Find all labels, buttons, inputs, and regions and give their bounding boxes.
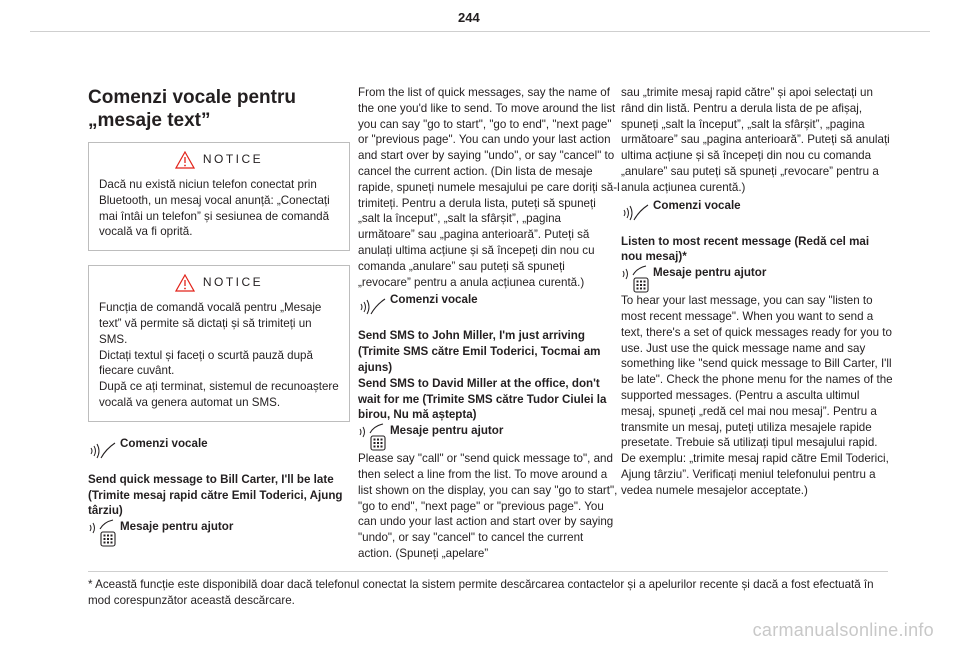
body-paragraph: To hear your last message, you can say "listen to most recent message". When you want to send a text, there's a set of quick messages ready for you to use. Just use the quick message name and say something like "send quick message to Bill Carter, I'll be late". Check the phone menu for the names of the supported messages. (Pentru a asculta ultimul mesaj, spuneți „redă cel mai nou mesaj”. Pentru a transmite un mesaj, puteți utiliza mesajele rapide presetate. Trebuie să utilizați tipul mesajului rapid. De exemplu: „trimite mesaj rapid către Emil Toderici, Ajung târziu”. Verificați meniul telefonului pentru a vedea numele mesajelor acceptate.) [621, 294, 893, 497]
section-title: Comenzi vocale pentru „mesaje text” [88, 87, 296, 131]
column-3 [621, 85, 893, 499]
voice-commands-heading [88, 436, 350, 464]
body-paragraph: From the list of quick messages, say the name of the one you'd like to send. To move around the list you can say "go to start", "go to end", "next page" or "previous page". You can undo your last action and start over by saying "undo", or say "cancel" to cancel the current action. (Din lista de mesaje rapide, spuneți numele mesajului pe care doriți să-l trimiteți. Pentru a derula lista, puteți să spuneți „salt la început”, „salt la sfârșit”, „pagina următoare” sau „pagina anterioară”. Puteți să anulați ultima acțiune și să începeți din nou cu comanda „anulare” sau puteți să spuneți „revocare” pentru a anula acțiunea curentă.) [358, 86, 620, 289]
column-2 [358, 85, 620, 562]
voice-help-icon [88, 519, 120, 547]
column-1 [88, 86, 350, 547]
help-messages-label: Mesaje pentru ajutor [653, 266, 767, 280]
voice-help-icon [358, 423, 390, 451]
warning-triangle-icon [175, 151, 195, 169]
notice-header [99, 270, 339, 296]
help-messages-heading [621, 265, 893, 293]
notice-title: NOTICE [202, 275, 264, 290]
voice-command-icon [358, 292, 390, 320]
notice-text: Dictați textul și faceți o scurtă pauză după fiecare cuvânt. [99, 348, 313, 378]
help-messages-heading [358, 423, 620, 451]
notice-text: Funcția de comandă vocală pentru „Mesaje text” vă permite să dictați și să trimiteți un SMS. [99, 301, 322, 346]
footnote: * Această funcție este disponibilă doar dacă telefonul conectat la sistem permite descărcarea contactelor și a apelurilor recente și dacă a fost efectuată în mod corespunzător această descărcare. [88, 578, 874, 607]
voice-command-text: Listen to most recent message (Redă cel mai nou mesaj)* [621, 234, 870, 264]
voice-command-text: Send quick message to Bill Carter, I'll be late (Trimite mesaj rapid către Emil Toderici, Ajung târziu) [88, 472, 343, 518]
top-divider [30, 31, 930, 32]
body-paragraph: Please say "call" or "send quick message to", and then select a line from the list. To move around a list shown on the display, you can say "go to start", "go to end", "next page" or "previous page". You can undo your last action and start over by saying "undo", or say "cancel" to cancel the current action. (Spuneți „apelare” [358, 452, 618, 560]
notice-text: Dacă nu există niciun telefon conectat prin Bluetooth, un mesaj vocal anunță: „Conectați mai întâi un telefon” și sesiunea de comandă vocală va fi oprită. [99, 178, 330, 239]
notice-box-1 [88, 142, 350, 251]
notice-title: NOTICE [202, 152, 264, 167]
voice-commands-label: Comenzi vocale [390, 293, 478, 307]
voice-command-icon [88, 436, 120, 464]
voice-command-icon [621, 198, 653, 226]
voice-commands-label: Comenzi vocale [120, 436, 208, 450]
voice-commands-heading [621, 198, 893, 226]
help-messages-label: Mesaje pentru ajutor [120, 520, 234, 534]
voice-commands-heading [358, 292, 620, 320]
voice-command-text: Send SMS to David Miller at the office, don't wait for me (Trimite SMS către Tudor Ciulei la birou, Nu mă aștepta) [358, 376, 607, 422]
footnote-divider [88, 571, 888, 572]
notice-header [99, 147, 339, 173]
warning-triangle-icon [175, 274, 195, 292]
voice-help-icon [621, 265, 653, 293]
voice-commands-label: Comenzi vocale [653, 198, 741, 212]
help-messages-label: Mesaje pentru ajutor [390, 424, 504, 438]
help-messages-heading [88, 519, 350, 547]
watermark: carmanualsonline.info [752, 620, 934, 640]
body-paragraph: sau „trimite mesaj rapid către” și apoi selectați un rând din listă. Pentru a derula lista de pe afișaj, spuneți „salt la început”, „salt la sfârșit”, „pagina următoare” sau „pagina anterioară”. Puteți să anulați ultima acțiune și să începeți din nou cu comanda „anulare” sau puteți să spuneți „revocare” pentru a anula acțiunea curentă.) [621, 86, 890, 194]
notice-box-2 [88, 265, 350, 422]
page-number: 244 [458, 10, 480, 25]
notice-text: După ce ați terminat, sistemul de recunoaștere vocală va genera automat un SMS. [99, 380, 339, 409]
voice-command-text: Send SMS to John Miller, I'm just arriving (Trimite SMS către Emil Toderici, Tocmai am ajuns) [358, 329, 601, 374]
